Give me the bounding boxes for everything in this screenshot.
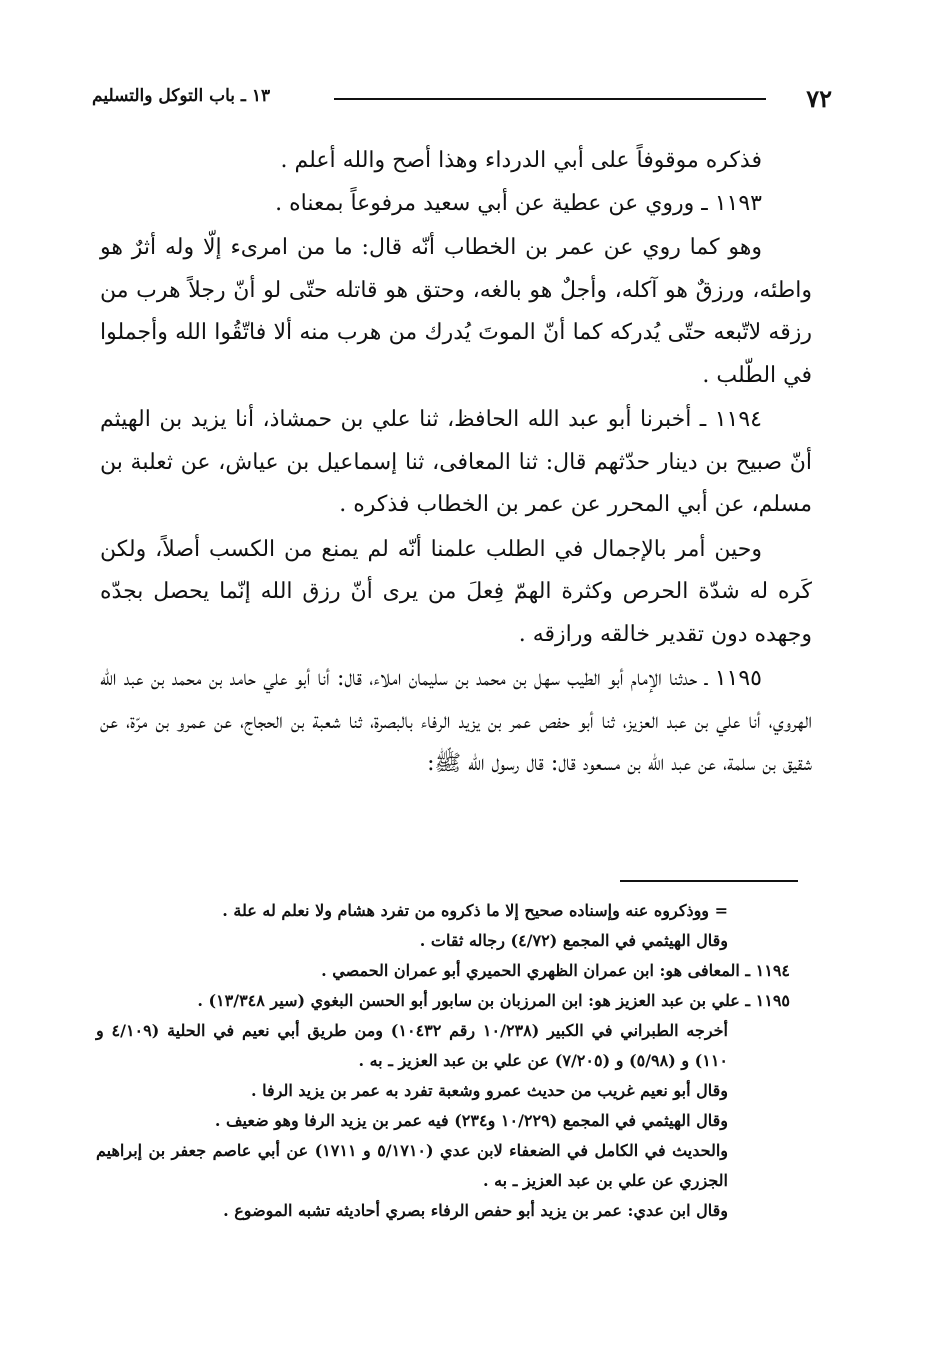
footnote-line: وقال الهيثمي في المجمع (١٠/٢٢٩ و٢٣٤) فيه عمر بن يزيد الرفا وهو ضعيف . [214,1111,728,1130]
footnote-line: والحديث في الكامل في الضعفاء لابن عدي (٥/١٧١٠ و ١٧١١) عن أبي عاصم جعفر بن إبراهيم الجزري عن علي بن عبد العزيز ـ به . [96,1141,729,1190]
footnote-line: وقال أبو نعيم غريب من حديث عمرو وشعبة تفرد به عمر بن يزيد الرفا . [250,1081,728,1100]
footnotes [96,896,798,1226]
footnote-line: أخرجه الطبراني في الكبير (١٠/٢٣٨ رقم ١٠٤٣٢) ومن طريق أبي نعيم في الحلية (٤/١٠٩ و ١١٠) و (٥/٩٨) و (٧/٢٠٥) عن علي بن عبد العزيز ـ به . [96,1021,729,1070]
page-header [92,84,832,114]
hadith-1194: ١١٩٤ ـ أخبرنا أبو عبد الله الحافظ، ثنا علي بن حمشاذ، أنا يزيد بن الهيثم أنّ صبيح بن دينار حدّثهم قال: ثنا المعافى، ثنا إسماعيل بن عياش، عن ثعلبة بن مسلم، عن أبي المحرر عن عمر بن الخطاب فذكره . [100,407,812,517]
paragraph-continuation: فذكره موقوفاً على أبي الدرداء وهذا أصح والله أعلم . [280,148,762,173]
header-rule [334,98,766,100]
hadith-1193: ١١٩٣ ـ وروي عن عطية عن أبي سعيد مرفوعاً بمعناه . [275,190,762,216]
paragraph-umar-saying: وهو كما روي عن عمر بن الخطاب أنّه قال: ما من امرىء إلّا وله أثرٌ هو واطئه، ورزقٌ هو آكله، وأجلٌ هو بالغه، وحتق هو قاتله حتّى لو أنّ رجلاً هرب من رزقه لاتّبعه حتّى يُدركه كما أنّ الموتَ يُدرك من هرب منه ألا فاتّقُوا الله وأجملوا في الطّلب . [100,235,812,388]
page-number: ٧٢ [806,84,832,113]
footnote-line: وقال الهيثمي في المجمع (٤/٧٢) رجاله ثقات . [419,931,728,950]
paragraph-ijmal: وحين أمر بالإجمال في الطلب علمنا أنّه لم يمنع من الكسب أصلاً، ولكن كَره له شدّة الحرص وكثرة الهمّ فِعلَ من يرى أنّ رزق الله إنّما يحصل بجدّه وجهده دون تقدير خالقه ورازقه . [100,536,812,647]
chapter-title: ١٣ ـ باب التوكل والتسليم [92,86,271,106]
main-text [100,140,812,786]
footnote-separator [620,880,798,882]
footnote-line: = ووذكروه عنه وإسناده صحيح إلا ما ذكروه من تفرد هشام ولا نعلم له علة . [222,901,728,920]
footnote-line: وقال ابن عدي: عمر بن يزيد أبو حفص الرفاء بصري أحاديثه تشبه الموضوع . [223,1201,728,1220]
footnote-1194: ١١٩٤ ـ المعافى هو: ابن عمران الظهري الحميري أبو عمران الحمصي . [321,961,790,980]
footnote-1195: ١١٩٥ ـ علي بن عبد العزيز هو: ابن المرزبان بن سابور أبو الحسن البغوي (سير ١٣/٣٤٨) . [197,991,790,1010]
hadith-1195: ١١٩٥ ـ حدثنا الإمام أبو الطيب سهل بن محمد بن سليمان املاء، قال: أنا أبو علي حامد بن محمد بن عبد الله الهروي، أنا علي بن عبد العزيز، ثنا أبو حفص عمر بن يزيد الرفاء بالبصرة، ثنا شعبة بن الحجاج، عن عمرو بن مرّة، عن شقيق بن سلمة، عن عبد الله بن مسعود قال: قال رسول الله ﷺ: [100,666,812,776]
